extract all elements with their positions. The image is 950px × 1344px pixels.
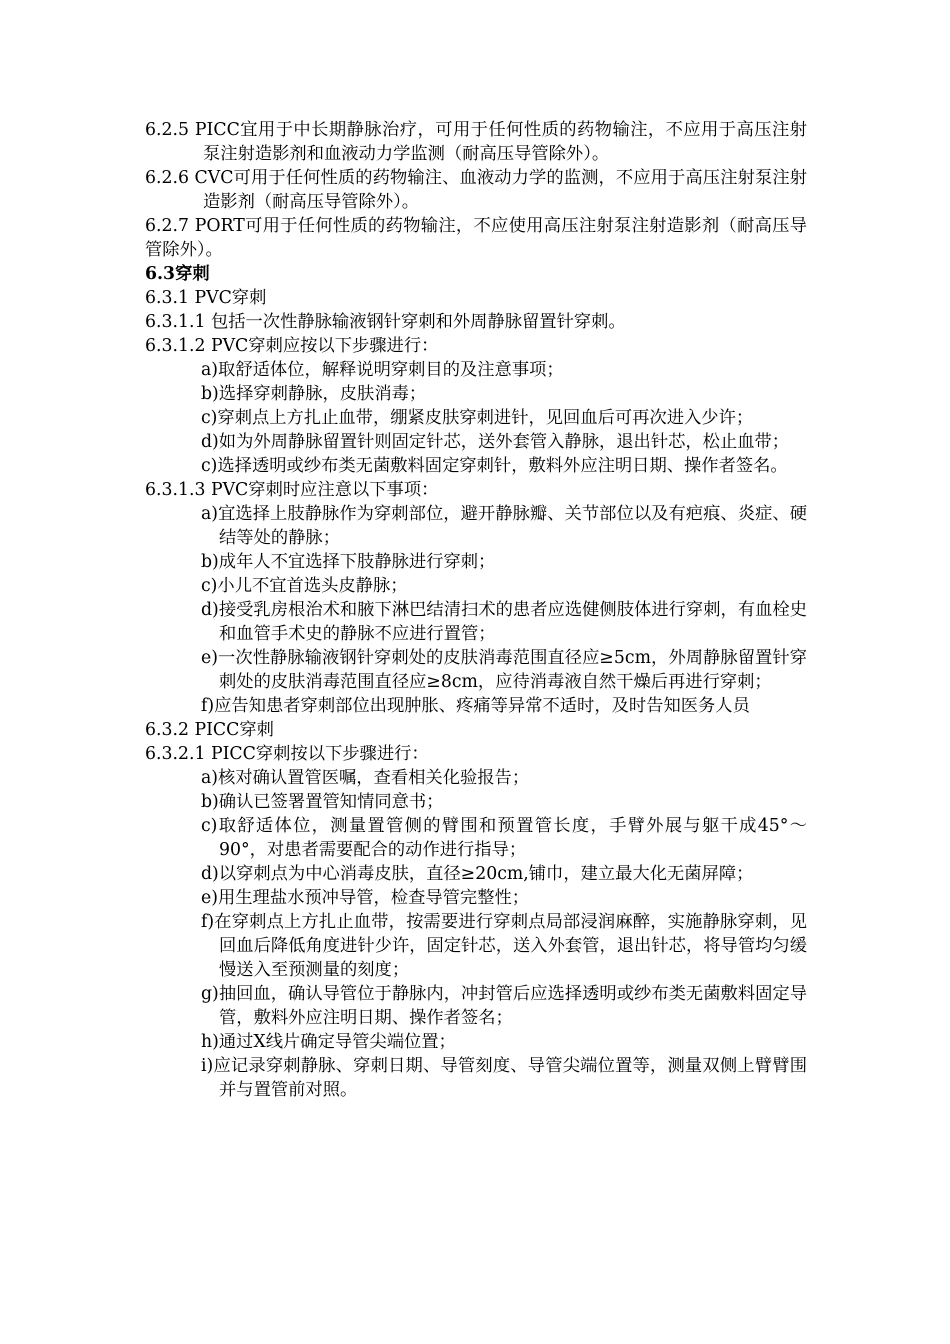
clause-6-2-5: 6.2.5 PICC宜用于中长期静脉治疗，可用于任何性质的药物输注，不应用于高压注射泵注射造影剂和血液动力学监测（耐高压导管除外）。 [145, 120, 807, 164]
clause-6-2-7: 6.2.7 PORT可用于任何性质的药物输注，不应使用高压注射泵注射造影剂（耐高压导管除外）。 [145, 216, 807, 260]
subsection-heading-6-3-1: 6.3.1 PVC穿刺 [145, 288, 267, 308]
subsection-heading-6-3-2: 6.3.2 PICC穿刺 [145, 720, 274, 740]
list-item: g)抽回血，确认导管位于静脉内，冲封管后应选择透明或纱布类无菌敷料固定导管，敷料外应注明日期、操作者签名； [201, 984, 807, 1028]
clause-6-3-2-1: 6.3.2.1 PICC穿刺按以下步骤进行： [145, 744, 429, 764]
list-item: d)接受乳房根治术和腋下淋巴结清扫术的患者应选健侧肢体进行穿刺，有血栓史和血管手术史的静脉不应进行置管； [201, 600, 807, 644]
list-item: c)取舒适体位，测量置管侧的臂围和预置管长度，手臂外展与躯干成45°～90°，对患者需要配合的动作进行指导； [201, 816, 807, 860]
list-item: f)应告知患者穿刺部位出现肿胀、疼痛等异常不适时，及时告知医务人员 [201, 696, 750, 716]
clause-6-3-1-2: 6.3.1.2 PVC穿刺应按以下步骤进行： [145, 336, 439, 356]
clause-6-2-6: 6.2.6 CVC可用于任何性质的药物输注、血液动力学的监测，不应用于高压注射泵注射造影剂（耐高压导管除外）。 [145, 168, 807, 212]
list-item: c)穿刺点上方扎止血带，绷紧皮肤穿刺进针，见回血后可再次进入少许； [201, 408, 754, 428]
list-item: a)宜选择上肢静脉作为穿刺部位，避开静脉瓣、关节部位以及有疤痕、炎症、硬结等处的静脉； [201, 504, 807, 548]
clause-6-3-1-1: 6.3.1.1 包括一次性静脉输液钢针穿刺和外周静脉留置针穿刺。 [145, 312, 626, 332]
clause-6-3-1-3: 6.3.1.3 PVC穿刺时应注意以下事项： [145, 480, 439, 500]
list-item: a)取舒适体位，解释说明穿刺目的及注意事项； [201, 360, 564, 380]
list-item: f)在穿刺点上方扎止血带，按需要进行穿刺点局部浸润麻醉，实施静脉穿刺，见回血后降低角度进针少许，固定针芯，送入外套管，退出针芯，将导管均匀缓慢送入至预测量的刻度； [201, 912, 807, 980]
list-item: e)一次性静脉输液钢针穿刺处的皮肤消毒范围直径应≥5cm，外周静脉留置针穿刺处的皮肤消毒范围直径应≥8cm，应待消毒液自然干燥后再进行穿刺； [201, 648, 807, 692]
list-item: i)应记录穿刺静脉、穿刺日期、导管刻度、导管尖端位置等，测量双侧上臂臂围并与置管前对照。 [201, 1056, 807, 1100]
list-item: b)成年人不宜选择下肢静脉进行穿刺； [201, 552, 496, 572]
list-item: h)通过X线片确定导管尖端位置； [201, 1032, 456, 1052]
section-heading-6-3: 6.3穿刺 [145, 264, 210, 284]
list-item: e)用生理盐水预冲导管，检查导管完整性； [201, 888, 530, 908]
list-item: b)确认已签署置管知情同意书； [201, 792, 444, 812]
list-item: a)核对确认置管医嘱，查看相关化验报告； [201, 768, 530, 788]
list-item: c)选择透明或纱布类无菌敷料固定穿刺针，敷料外应注明日期、操作者签名。 [201, 456, 788, 476]
document-body [145, 118, 807, 1102]
list-item: d)如为外周静脉留置针则固定针芯，送外套管入静脉，退出针芯，松止血带； [201, 432, 790, 452]
list-item: c)小儿不宜首选头皮静脉； [201, 576, 408, 596]
list-item: d)以穿刺点为中心消毒皮肤，直径≥20cm,铺巾，建立最大化无菌屏障； [201, 864, 754, 884]
list-item: b)选择穿刺静脉，皮肤消毒； [201, 384, 427, 404]
